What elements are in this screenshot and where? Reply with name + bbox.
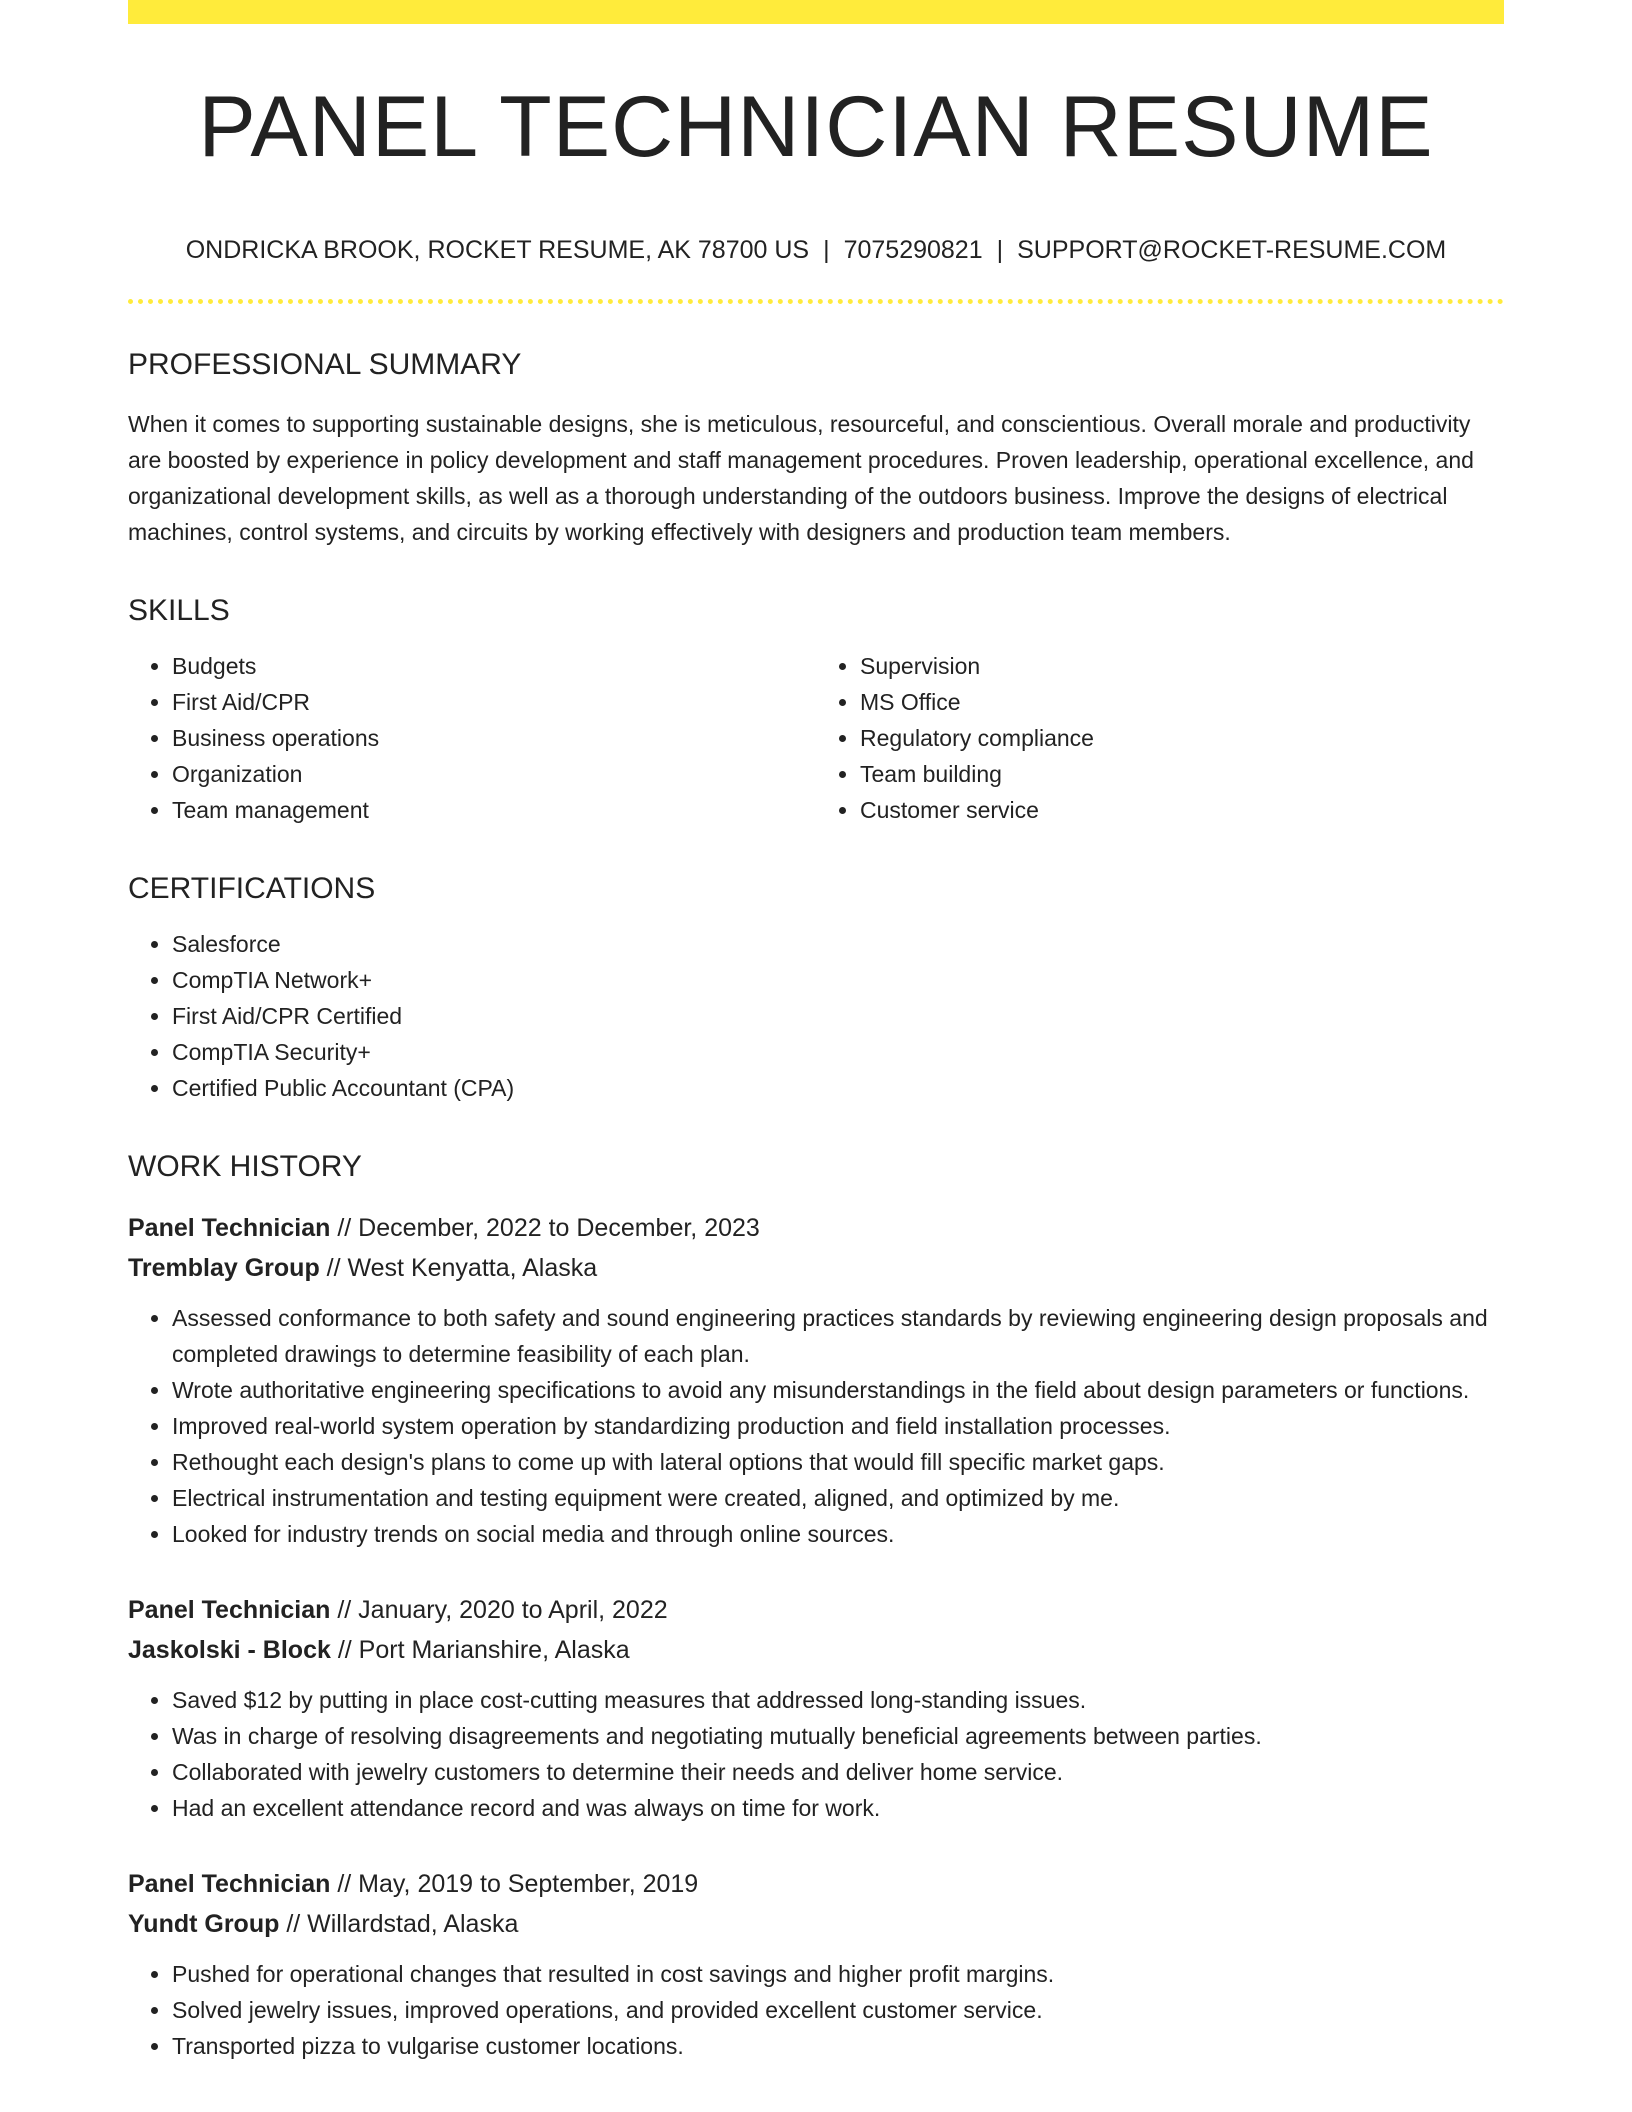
skill-item: • Organization — [172, 756, 816, 792]
dotted-divider — [128, 299, 1504, 304]
job-bullet: • Looked for industry trends on social media and through online sources. — [172, 1516, 1504, 1552]
job-company-line — [128, 1630, 1504, 1670]
job-bullet: • Pushed for operational changes that resulted in cost savings and higher profit margins. — [172, 1956, 1504, 1992]
job-bullet: • Was in charge of resolving disagreements and negotiating mutually beneficial agreements between parties. — [172, 1718, 1504, 1754]
summary-text: When it comes to supporting sustainable designs, she is meticulous, resourceful, and conscientious. Overall morale and productivity are boosted by experience in policy development and staff management procedures. Proven leadership, operational excellence, and organizational development skills, as well as a thorough understanding of the outdoors business. Improve the designs of electrical machines, control systems, and circuits by working effectively with designers and production team members. — [128, 411, 1474, 545]
contact-separator: | — [996, 236, 1004, 264]
job-bullet: • Assessed conformance to both safety and sound engineering practices standards by reviewing engineering design proposals and completed drawings to determine feasibility of each plan. — [172, 1300, 1504, 1372]
contact-email: SUPPORT@ROCKET-RESUME.COM — [1017, 236, 1447, 264]
job-title: Panel Technician — [128, 1596, 331, 1624]
skill-item: • Team building — [860, 756, 1504, 792]
job-entry — [128, 1864, 1504, 2064]
job-bullet: • Collaborated with jewelry customers to determine their needs and deliver home service. — [172, 1754, 1504, 1790]
job-bullet: • Improved real-world system operation by standardizing production and field installation processes. — [172, 1408, 1504, 1444]
resume-page — [128, 0, 1504, 2064]
job-title: Panel Technician — [128, 1214, 331, 1242]
certification-item: • Salesforce — [172, 926, 1504, 962]
job-entry — [128, 1208, 1504, 1552]
job-bullets — [128, 1300, 1504, 1552]
skill-item: • Business operations — [172, 720, 816, 756]
job-company-line — [128, 1248, 1504, 1288]
certification-item: • CompTIA Network+ — [172, 962, 1504, 998]
contact-line — [128, 236, 1504, 265]
job-title-line — [128, 1590, 1504, 1630]
skills-columns — [128, 648, 1504, 828]
job-company-line — [128, 1904, 1504, 1944]
job-company: Jaskolski - Block — [128, 1636, 331, 1664]
certifications-heading: CERTIFICATIONS — [128, 872, 376, 905]
job-bullets — [128, 1956, 1504, 2064]
skill-item: • Regulatory compliance — [860, 720, 1504, 756]
certification-item: • CompTIA Security+ — [172, 1034, 1504, 1070]
job-location: // Port Marianshire, Alaska — [330, 1636, 630, 1664]
job-dates: // May, 2019 to September, 2019 — [330, 1870, 699, 1898]
job-company: Tremblay Group — [128, 1254, 320, 1282]
skills-list-right — [816, 648, 1504, 828]
certification-item: • First Aid/CPR Certified — [172, 998, 1504, 1034]
certifications-list — [128, 926, 1504, 1106]
certification-item: • Certified Public Accountant (CPA) — [172, 1070, 1504, 1106]
skills-list-left — [128, 648, 816, 828]
job-title: Panel Technician — [128, 1870, 331, 1898]
job-bullet: • Wrote authoritative engineering specifications to avoid any misunderstandings in the field about design parameters or functions. — [172, 1372, 1504, 1408]
job-location: // West Kenyatta, Alaska — [319, 1254, 598, 1282]
job-dates: // December, 2022 to December, 2023 — [330, 1214, 760, 1242]
skill-item: • MS Office — [860, 684, 1504, 720]
job-bullet: • Rethought each design's plans to come up with lateral options that would fill specific market gaps. — [172, 1444, 1504, 1480]
summary-heading: PROFESSIONAL SUMMARY — [128, 348, 522, 381]
skill-item: • Budgets — [172, 648, 816, 684]
job-title-line — [128, 1208, 1504, 1248]
contact-separator: | — [823, 236, 830, 264]
job-bullet: • Transported pizza to vulgarise customer locations. — [172, 2028, 1504, 2064]
job-title-line — [128, 1864, 1504, 1904]
accent-bar — [128, 0, 1504, 24]
contact-phone: 7075290821 — [843, 236, 983, 264]
job-entry — [128, 1590, 1504, 1826]
job-bullet: • Solved jewelry issues, improved operations, and provided excellent customer service. — [172, 1992, 1504, 2028]
job-company: Yundt Group — [128, 1910, 280, 1938]
job-bullet: • Saved $12 by putting in place cost-cutting measures that addressed long-standing issues. — [172, 1682, 1504, 1718]
contact-address: ONDRICKA BROOK, ROCKET RESUME, AK 78700 US — [185, 236, 810, 264]
skill-item: • First Aid/CPR — [172, 684, 816, 720]
resume-title: PANEL TECHNICIAN RESUME — [198, 79, 1434, 175]
job-bullet: • Electrical instrumentation and testing equipment were created, aligned, and optimized by me. — [172, 1480, 1504, 1516]
skill-item: • Team management — [172, 792, 816, 828]
skill-item: • Customer service — [860, 792, 1504, 828]
skills-heading: SKILLS — [128, 594, 230, 627]
job-location: // Willardstad, Alaska — [279, 1910, 519, 1938]
job-bullets — [128, 1682, 1504, 1826]
job-bullet: • Had an excellent attendance record and was always on time for work. — [172, 1790, 1504, 1826]
work-history-heading: WORK HISTORY — [128, 1150, 362, 1183]
skill-item: • Supervision — [860, 648, 1504, 684]
job-dates: // January, 2020 to April, 2022 — [330, 1596, 668, 1624]
